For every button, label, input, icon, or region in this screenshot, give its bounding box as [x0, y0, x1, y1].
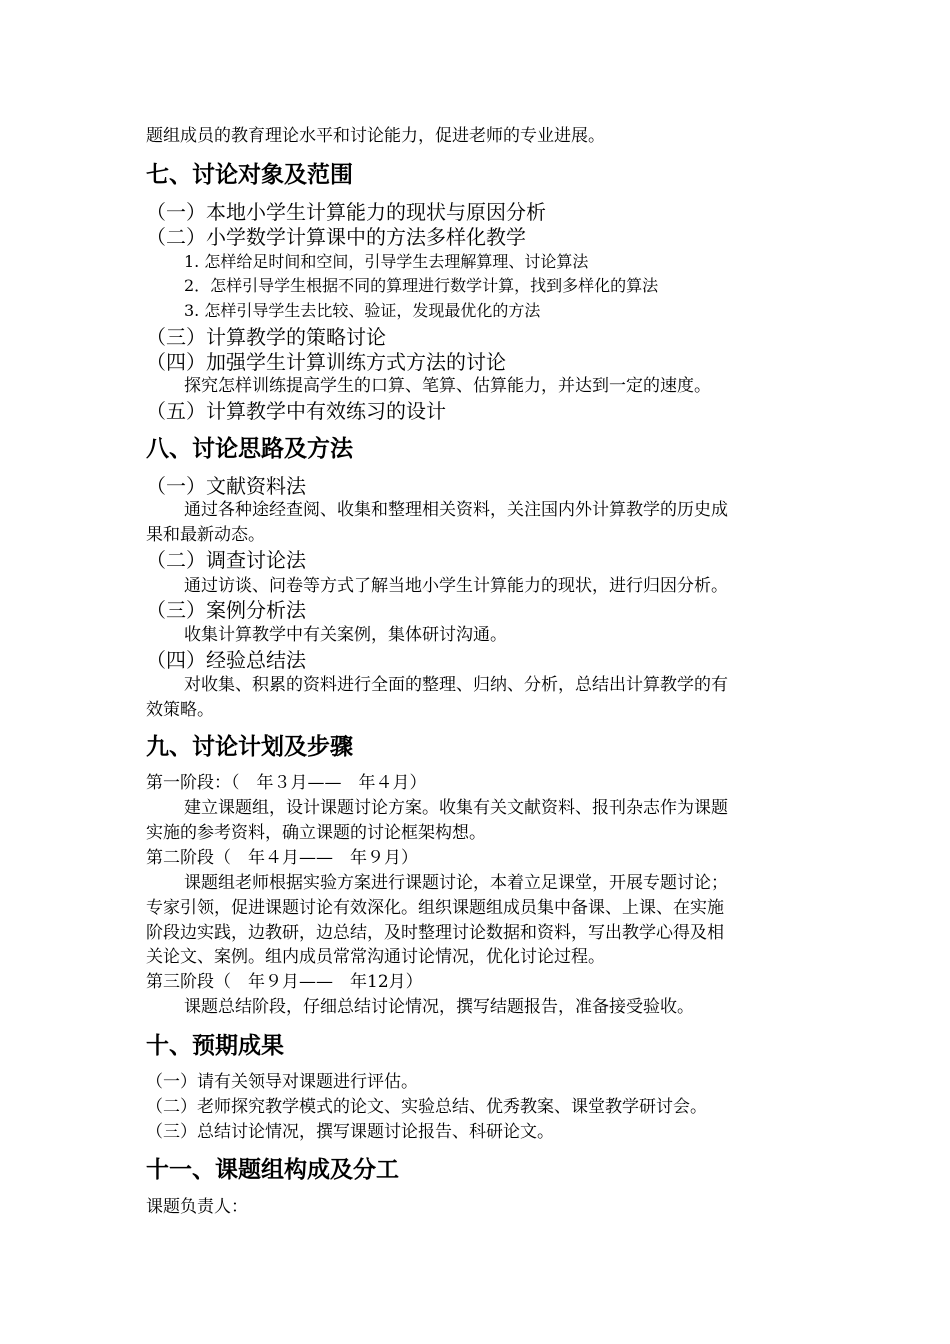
subsection-heading: （二）小学数学计算课中的方法多样化教学: [146, 225, 526, 249]
result-item: （二）老师探究教学模式的论文、实验总结、优秀教案、课堂教学研讨会。: [146, 1097, 707, 1117]
subsection-heading: （一）文献资料法: [146, 474, 306, 498]
paragraph: 课题总结阶段，仔细总结讨论情况，撰写结题报告，准备接受验收。: [184, 997, 694, 1017]
subsection-heading: （三）计算教学的策略讨论: [146, 325, 386, 349]
project-leader-label: 课题负责人：: [146, 1197, 248, 1217]
numbered-item: 1. 怎样给足时间和空间，引导学生去理解算理、讨论算法: [184, 252, 589, 271]
numbered-item: 3. 怎样引导学生去比较、验证，发现最优化的方法: [184, 301, 541, 320]
paragraph: 专家引领，促进课题讨论有效深化。组织课题组成员集中备课、上课、在实施: [146, 898, 724, 918]
stage-label: 第二阶段（ 年４月—— 年９月）: [146, 848, 418, 868]
paragraph: 建立课题组，设计课题讨论方案。收集有关文献资料、报刊杂志作为课题: [184, 798, 728, 818]
subsection-heading: （五）计算教学中有效练习的设计: [146, 399, 446, 423]
stage-label: 第一阶段：（ 年３月—— 年４月）: [146, 773, 427, 793]
subsection-heading: （三）案例分析法: [146, 598, 306, 622]
subsection-heading: （一）本地小学生计算能力的现状与原因分析: [146, 200, 546, 224]
paragraph-continuation: 题组成员的教育理论水平和讨论能力，促进老师的专业进展。: [146, 126, 605, 146]
paragraph: 果和最新动态。: [146, 525, 265, 545]
subsection-heading: （四）经验总结法: [146, 648, 306, 672]
paragraph: 通过各种途经查阅、收集和整理相关资料，关注国内外计算教学的历史成: [184, 500, 728, 520]
paragraph: 收集计算教学中有关案例，集体研讨沟通。: [184, 625, 507, 645]
paragraph: 关论文、案例。组内成员常常沟通讨论情况，优化讨论过程。: [146, 947, 605, 967]
paragraph: 实施的参考资料，确立课题的讨论框架构想。: [146, 823, 486, 843]
stage-label: 第三阶段（ 年９月—— 年12月）: [146, 972, 423, 992]
paragraph: 通过访谈、问卷等方式了解当地小学生计算能力的现状，进行归因分析。: [184, 576, 728, 596]
section-heading-9: 九、讨论计划及步骤: [146, 734, 353, 760]
paragraph: 对收集、积累的资料进行全面的整理、归纳、分析，总结出计算教学的有: [184, 675, 728, 695]
paragraph: 探究怎样训练提高学生的口算、笔算、估算能力，并达到一定的速度。: [184, 376, 711, 396]
paragraph: 阶段边实践，边教研，边总结，及时整理讨论数据和资料，写出教学心得及相: [146, 923, 724, 943]
section-heading-10: 十、预期成果: [146, 1033, 284, 1059]
section-heading-7: 七、讨论对象及范围: [146, 162, 353, 188]
paragraph: 课题组老师根据实验方案进行课题讨论，本着立足课堂，开展专题讨论；: [184, 873, 728, 893]
result-item: （一）请有关领导对课题进行评估。: [146, 1072, 418, 1092]
subsection-heading: （二）调查讨论法: [146, 548, 306, 572]
section-heading-8: 八、讨论思路及方法: [146, 436, 353, 462]
subsection-heading: （四）加强学生计算训练方式方法的讨论: [146, 350, 506, 374]
result-item: （三）总结讨论情况，撰写课题讨论报告、科研论文。: [146, 1122, 554, 1142]
section-heading-11: 十一、课题组构成及分工: [146, 1157, 399, 1183]
paragraph: 效策略。: [146, 700, 214, 720]
numbered-item: 2．怎样引导学生根据不同的算理进行数学计算，找到多样化的算法: [184, 276, 659, 295]
